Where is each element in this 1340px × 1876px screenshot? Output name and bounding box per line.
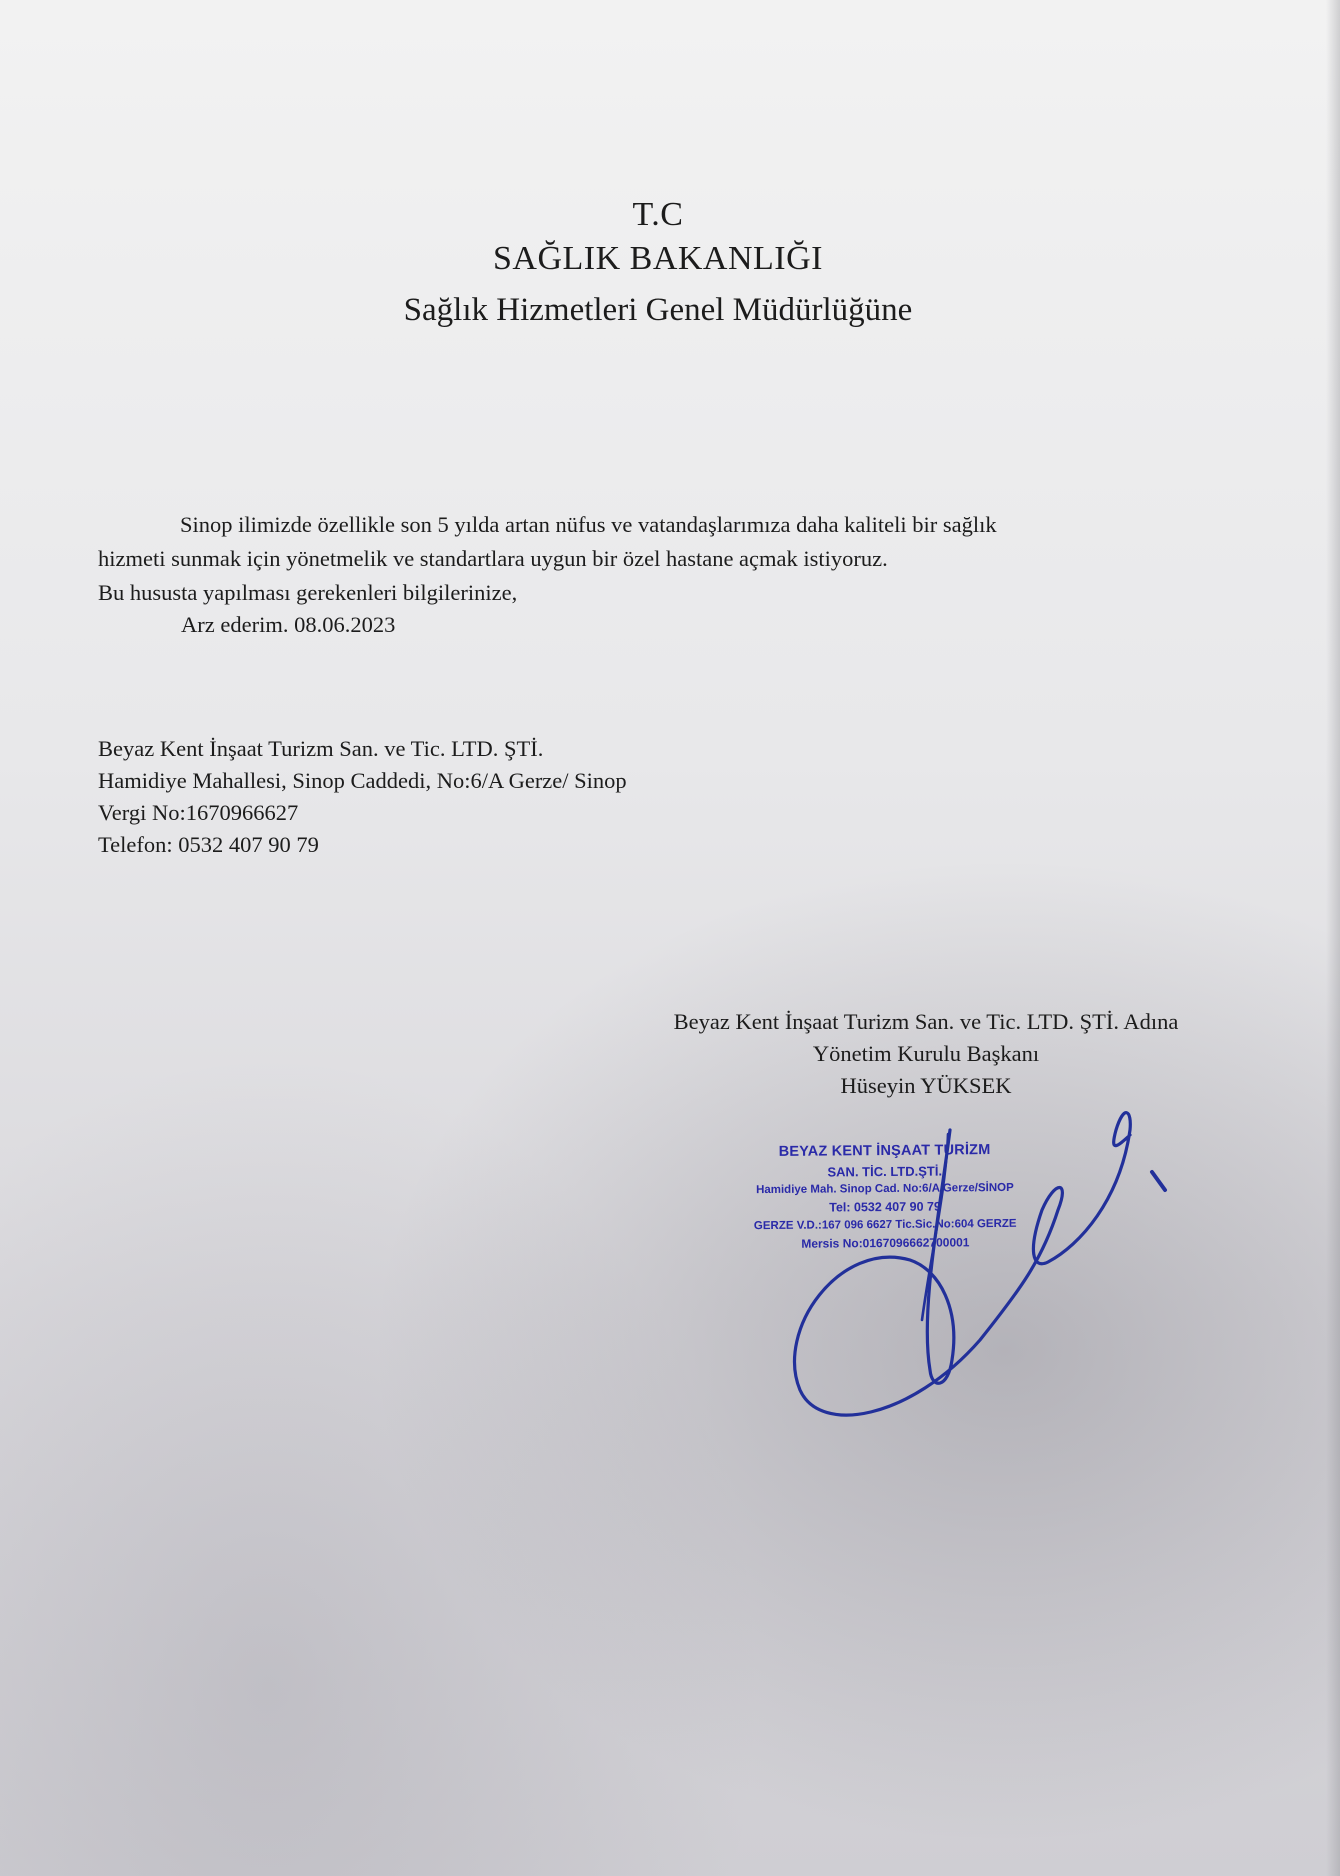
body-line-1: Sinop ilimizde özellikle son 5 yılda artan nüfus ve vatandaşlarımıza daha kaliteli bir sağlık bbox=[180, 512, 997, 537]
body-line-3: Bu hususta yapılması gerekenleri bilgilerinize, bbox=[98, 580, 518, 605]
stamp-line-6: Mersis No:0167096662700001 bbox=[801, 1235, 970, 1251]
stamp-line-4: Tel: 0532 407 90 79 bbox=[829, 1199, 941, 1215]
sender-address: Hamidiye Mahallesi, Sinop Caddedi, No:6/A Gerze/ Sinop bbox=[98, 768, 627, 793]
signature-stroke-tick bbox=[1152, 1172, 1165, 1190]
signatory-company: Beyaz Kent İnşaat Turizm San. ve Tic. LTD. ŞTİ. Adına bbox=[673, 1009, 1179, 1034]
stamp-line-2: SAN. TİC. LTD.ŞTİ. bbox=[827, 1163, 943, 1180]
stamp-line-3: Hamidiye Mah. Sinop Cad. No:6/A Gerze/SİNOP bbox=[755, 1181, 1014, 1196]
header-tc: T.C bbox=[632, 196, 684, 233]
handwritten-signature bbox=[780, 1090, 1180, 1430]
signature-stroke-main bbox=[795, 1113, 1131, 1415]
stamp-line-1: BEYAZ KENT İNŞAAT TURİZM bbox=[778, 1142, 991, 1160]
sender-tax-no: Vergi No:1670966627 bbox=[98, 800, 299, 825]
signatory-title: Yönetim Kurulu Başkanı bbox=[812, 1041, 1040, 1066]
stamp-line-5: GERZE V.D.:167 096 6627 Tic.Sic.No:604 GERZE bbox=[753, 1217, 1017, 1232]
sender-company: Beyaz Kent İnşaat Turizm San. ve Tic. LTD. ŞTİ. bbox=[98, 736, 544, 761]
signatory-name: Hüseyin YÜKSEK bbox=[840, 1073, 1012, 1098]
body-closing-date: Arz ederim. 08.06.2023 bbox=[181, 612, 396, 637]
header-ministry: SAĞLIK BAKANLIĞI bbox=[492, 240, 824, 277]
sender-phone: Telefon: 0532 407 90 79 bbox=[98, 832, 319, 857]
body-line-2: hizmeti sunmak için yönetmelik ve standartlara uygun bir özel hastane açmak istiyoruz. bbox=[98, 546, 888, 571]
header-directorate: Sağlık Hizmetleri Genel Müdürlüğüne bbox=[403, 292, 913, 328]
